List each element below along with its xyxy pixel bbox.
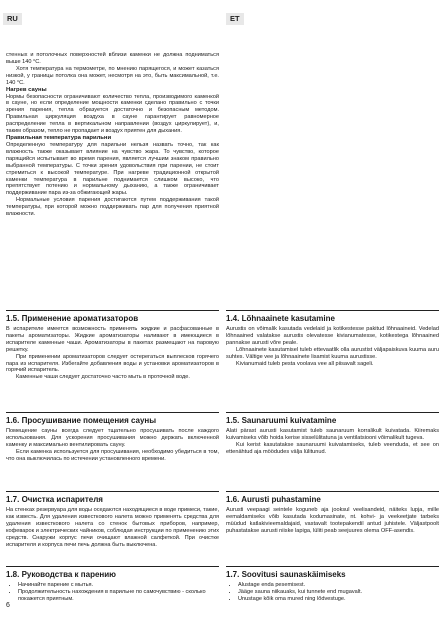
section-title: 1.8. Руководства к парению xyxy=(6,566,219,580)
ru-intro-paragraph: стенных и потолочных поверхностей вблизи каменки не должна подниматься выше 140 °С. xyxy=(6,52,219,65)
section-paragraph: Если каменка используется для просушивания, необходимо убедиться в том, что она выключилась по истечении установленного времени. xyxy=(6,448,219,462)
page-number: 6 xyxy=(6,602,10,609)
section-title: 1.6. Просушивание помещения сауны xyxy=(6,412,219,426)
section-paragraph: Aurusti veepaagi seintele koguneb aja jooksul veelisandeid, näiteks lupja, mille eemaldamiseks võib kasutada kodumasinate, nt. kohvi- ja veekeetjate tarbeks müüdud katlakivieemaldajaid, vastavalt tootepakendil antud juhistele. Väljastpoolt puhastatakse aurusti niiske lapiga, lüliti peab seejuures olema OFF-asendis. xyxy=(226,507,439,534)
list-item: • Alustage enda pesemisest. xyxy=(238,582,439,589)
section-paragraph: Aurustis on võimalik kasutada vedelaid ja kotikestesse pakitud lõhnaaineid. Vedelad lõhnaained valatakse aurustis olevatesse kivianumatesse, kotikestega lõhnaained pannakse aurusti võre peale. xyxy=(226,326,439,346)
section-paragraph: На стенках резервуара для воды оседаются находящиеся в воде примеси, такие, как известь. Для удаления известкового налета можно применять средства для удаления известкового налета со стенок бытовых приборов, например, кофеварок и электрических чайников, соблюдая инструкции по применению этих средств. Снаружи корпус печи очищают влажной салфеткой. При очистке испарителя и корпуса печи печь должна быть выключена. xyxy=(6,507,219,548)
section-title: 1.7. Очистка испарителя xyxy=(6,491,219,505)
et-section-1-6 xyxy=(226,491,439,535)
ru-temperature-paragraph: Определенную температуру для парильни нельзя назвать точно, так как влажность также оказывает влияние на чувство жара. То чувство, которое парящийся испытывает во время парения, является лучшим знаком правильно выбранной температуры. С точки зрения удовольствия при парении, не стоит стремиться к высокой температуре. При нагреве традиционной открытой каменки температура в парильне поднимается слишком высоко, что препятствует потению и нормальному дыханию, а также ограничивает поддерживание пара из-за обжигающей жары. xyxy=(6,141,219,197)
list-item: • Начинайте парение с мытья. xyxy=(18,582,219,589)
ru-section-1-8 xyxy=(6,566,219,603)
section-paragraph: Alati pärast aurusti kasutamist tuleb saunaruum korralikult kuivatada. Kiiremaks kuivamiseks võib hoida kerise sisselülitatuna ja ventilatsiooni võimalikult tugeva. xyxy=(226,428,439,441)
russian-column xyxy=(6,52,219,218)
ru-intro-paragraph: Хотя температура на термометре, по мнению парящегося, и может казаться низкой, у границы потолка она может, несмотря на это, быть максимальной, т.е. 140 °С. xyxy=(6,65,219,86)
section-title: 1.7. Soovitusi saunaskäimiseks xyxy=(226,566,439,580)
section-paragraph: При применении ароматизаторов следует остерегаться выплесков горячего пара из испарителя. Избегайте добавления воды и установки ароматизаторов в горячий испаритель. xyxy=(6,353,219,374)
ru-safety-paragraph: Нормы безопасности ограничивают количество тепла, производимого каменкой в сауне, но если определение мощности каменки сделано правильно с точки зрения парения, тепла образуется достаточно и безопасным методом. Правильная циркуляция воздуха в сауне гарантирует равномерное распределение тепла в вертикальном направлении (воздух циркулирует), и, таким образом, тепло не пропадает и воздух приятен для дыхания. xyxy=(6,93,219,135)
section-title: 1.5. Применение ароматизаторов xyxy=(6,310,219,324)
ru-section-1-6 xyxy=(6,412,219,463)
ru-safety-heading: Нагрев сауны xyxy=(6,86,47,93)
ru-section-1-5 xyxy=(6,310,219,381)
language-tab-ru: RU xyxy=(3,13,22,25)
section-paragraph: Kivianumaid tuleb pesta voolava vee all piisavalt sageli. xyxy=(236,360,374,367)
list-item: • Продолжительность нахождения в парильне по самочувствию - сколько покажется приятным. xyxy=(18,589,219,603)
list-item: • Unustage kõik oma mured ning lõdvestuge. xyxy=(238,596,439,603)
section-paragraph: Помещение сауны всегда следует тщательно просушивать после каждого использования. Для ускорения просушивания можно держать включенной каменку и максимально вентилировать сауну. xyxy=(6,428,219,448)
et-section-1-4 xyxy=(226,310,439,367)
ru-temperature-heading: Правильная температура парильни xyxy=(6,134,112,141)
section-paragraph: Каменные чаши следует достаточно часто мыть в проточной воде. xyxy=(16,374,190,381)
et-section-1-5 xyxy=(226,412,439,456)
section-paragraph: Kui kerist kasutatakse saunaruumi kuivatamiseks, tuleb veenduda, et see on ettenähtud aja möödudes välja lülitunud. xyxy=(226,441,439,455)
language-tab-et: ET xyxy=(226,13,244,25)
section-paragraph: В испарителе имеется возможность применять жидкие и расфасованные в пакеты ароматизаторы. Жидкие ароматизаторы наливают в имеющиеся в испарителе каменные чаши. Ароматизаторы в пакетах размещают на паровую решетку. xyxy=(6,326,219,353)
section-paragraph: Lõhnaainete kasutamisel tuleb ettevaatlik olla aurustist väljapaiskuva kuuma auru suhtes. Vältige vee ja lõhnaainete lisamist kuuma aurustisse. xyxy=(226,346,439,360)
et-sauna-tips-list xyxy=(226,582,439,603)
ru-sauna-tips-list xyxy=(6,582,219,603)
list-item: • Jääge sauna niikauaks, kui tunnete end mugavalt. xyxy=(238,589,439,596)
et-section-1-7 xyxy=(226,566,439,603)
section-title: 1.6. Aurusti puhastamine xyxy=(226,491,439,505)
section-title: 1.5. Saunaruumi kuivatamine xyxy=(226,412,439,426)
ru-temperature-paragraph: Нормальные условия парения достигаются путем поддерживания такой температуры, при которой можно поддерживать пар для получения приятной влажности. xyxy=(6,197,219,218)
ru-section-1-7 xyxy=(6,491,219,548)
section-title: 1.4. Lõhnaainete kasutamine xyxy=(226,310,439,324)
